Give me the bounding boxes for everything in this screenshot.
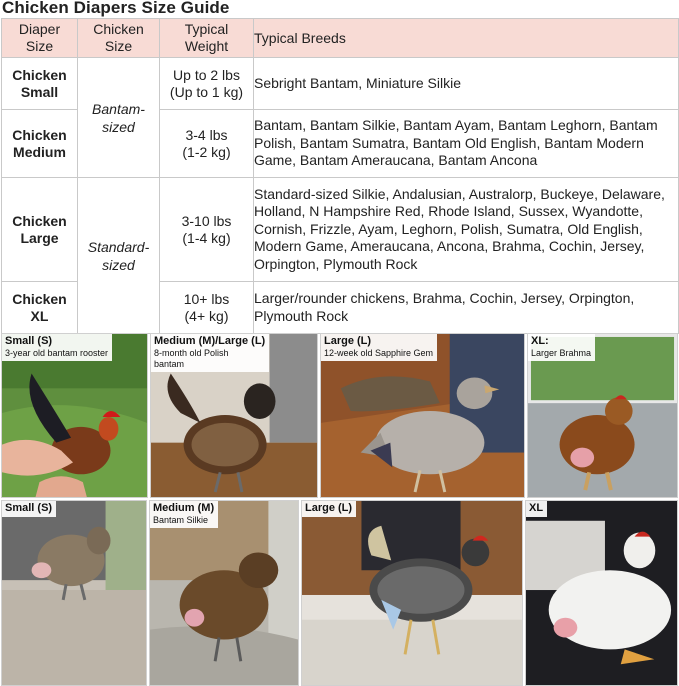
caption-title: Medium (M): [153, 502, 215, 514]
header-diaper-size: Diaper Size: [2, 19, 78, 58]
breeds-cell: Standard-sized Silkie, Andalusian, Australorp, Buckeye, Delaware, Holland, N Hampshire Red, Rhode Island, Sussex, Wyandotte, Cornish, Frizzle, Ayam, Leghorn, Polish, Sumatra, Old English, Modern Game, Ameraucana, Ancona, Brahma, Cochin, Jersey, Orpington, Plymouth Rock: [254, 178, 679, 282]
barred-rock-illustration: [302, 501, 522, 685]
header-typical-weight: Typical Weight: [160, 19, 254, 58]
diaper-size-cell: Chicken Small: [2, 58, 78, 110]
caption-subtitle: 3-year old bantam rooster: [5, 348, 109, 358]
photo-caption: [526, 501, 547, 517]
photo-caption: [151, 334, 269, 372]
caption-subtitle: 8-month old Polish bantam: [154, 348, 229, 369]
chicken-size-standard: Standard- sized: [78, 178, 160, 334]
diaper-size-cell: Chicken Medium: [2, 110, 78, 178]
photo-caption: [2, 501, 56, 517]
weight-cell: Up to 2 lbs (Up to 1 kg): [160, 58, 254, 110]
photo-caption: [150, 501, 218, 528]
bantam-silkie-illustration: [150, 501, 298, 685]
weight-cell: 10+ lbs (4+ kg): [160, 282, 254, 334]
size-guide-table: [1, 18, 679, 334]
photo-polish-bantam: [150, 333, 318, 498]
caption-title: Small (S): [5, 502, 53, 514]
chicken-size-bantam: Bantam- sized: [78, 58, 160, 178]
table-row: [2, 178, 679, 282]
caption-title: Medium (M)/Large (L): [154, 335, 266, 347]
caption-title: Small (S): [5, 335, 53, 347]
photo-small-silkie: [1, 500, 147, 686]
caption-title: XL:: [531, 335, 549, 347]
breeds-cell: Bantam, Bantam Silkie, Bantam Ayam, Bantam Leghorn, Bantam Polish, Bantam Sumatra, Bantam Old English, Bantam Modern Game, Bantam Ameraucana, Bantam Ancona: [254, 110, 679, 178]
caption-title: XL: [529, 502, 544, 514]
table-row: [2, 58, 679, 110]
photo-xl-white-chicken: [525, 500, 678, 686]
caption-title: Large (L): [324, 335, 372, 347]
weight-cell: 3-10 lbs (1-4 kg): [160, 178, 254, 282]
caption-subtitle: Larger Brahma: [531, 348, 592, 358]
diaper-size-cell: Chicken Large: [2, 178, 78, 282]
caption-title: Large (L): [305, 502, 353, 514]
caption-subtitle: 12-week old Sapphire Gem: [324, 348, 434, 358]
photo-caption: [302, 501, 356, 517]
diaper-size-cell: Chicken XL: [2, 282, 78, 334]
photo-large-barred-rock: [301, 500, 523, 686]
breeds-cell: Sebright Bantam, Miniature Silkie: [254, 58, 679, 110]
caption-subtitle: Bantam Silkie: [153, 515, 209, 525]
page-title: Chicken Diapers Size Guide: [2, 0, 230, 17]
header-typical-breeds: Typical Breeds: [254, 19, 679, 58]
photo-larger-brahma: [527, 333, 678, 498]
weight-cell: 3-4 lbs (1-2 kg): [160, 110, 254, 178]
white-chicken-illustration: [526, 501, 677, 685]
breeds-cell: Larger/rounder chickens, Brahma, Cochin, Jersey, Orpington, Plymouth Rock: [254, 282, 679, 334]
photo-sapphire-gem: [320, 333, 525, 498]
header-chicken-size: Chicken Size: [78, 19, 160, 58]
photo-bantam-silkie: [149, 500, 299, 686]
photo-small-bantam-rooster: [1, 333, 148, 498]
photo-caption: [2, 334, 112, 361]
small-silkie-illustration: [2, 501, 146, 685]
photo-caption: [528, 334, 595, 361]
table-header-row: [2, 19, 679, 58]
photo-caption: [321, 334, 437, 361]
